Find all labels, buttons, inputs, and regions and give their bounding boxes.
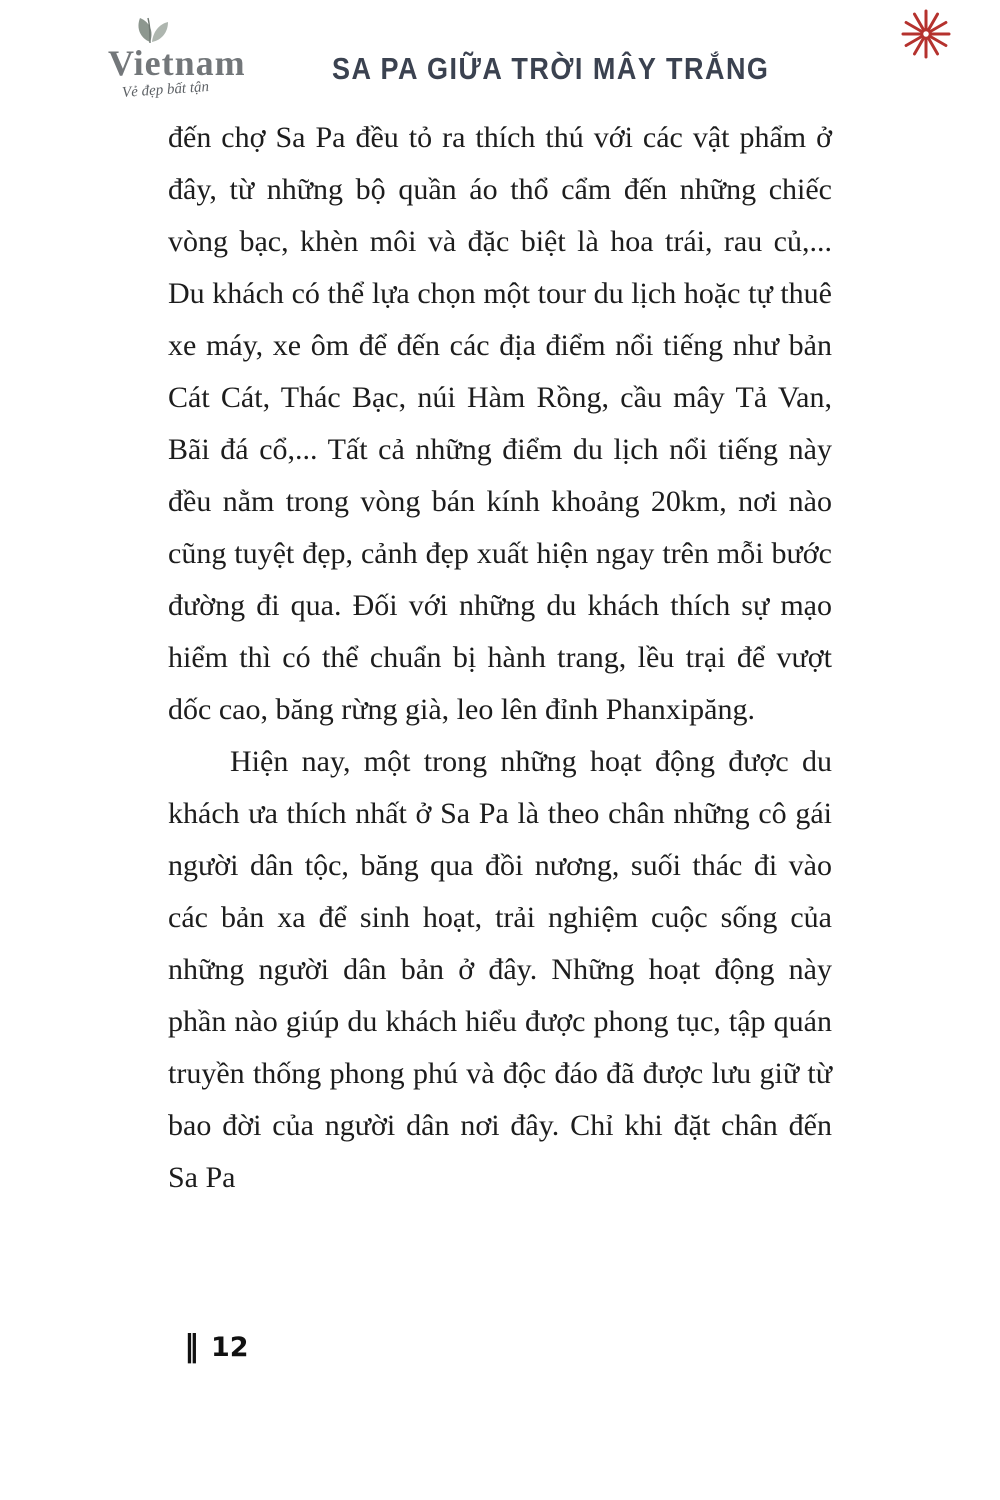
page-body: [168, 112, 832, 1204]
page-number: 12: [211, 1331, 249, 1363]
paragraph: đến chợ Sa Pa đều tỏ ra thích thú với các vật phẩm ở đây, từ những bộ quần áo thổ cẩm đến những chiếc vòng bạc, khèn môi và đặc biệt là hoa trái, rau củ,... Du khách có thể lựa chọn một tour du lịch hoặc tự thuê xe máy, xe ôm để đến các địa điểm nổi tiếng như bản Cát Cát, Thác Bạc, núi Hàm Rồng, cầu mây Tả Van, Bãi đá cổ,... Tất cả những điểm du lịch nổi tiếng này đều nằm trong vòng bán kính khoảng 20km, nơi nào cũng tuyệt đẹp, cảnh đẹp xuất hiện ngay trên mỗi bước đường đi qua. Đối với những du khách thích sự mạo hiểm thì có thể chuẩn bị hành trang, lều trại để vượt dốc cao, băng rừng già, leo lên đỉnh Phanxipăng.: [168, 121, 832, 726]
logo-brand-text: Vietnam: [108, 43, 246, 83]
paragraph: Hiện nay, một trong những hoạt động được du khách ưa thích nhất ở Sa Pa là theo chân những cô gái người dân tộc, băng qua đồi nương, suối thác đi vào các bản xa để sinh hoạt, trải nghiệm cuộc sống của những người dân bản ở đây. Những hoạt động này phần nào giúp du khách hiểu được phong tục, tập quán truyền thống phong phú và độc đáo đã được lưu giữ từ bao đời của người dân nơi đây. Chỉ khi đặt chân đến Sa Pa: [168, 745, 832, 1194]
vietnam-logo: [108, 14, 278, 104]
page-footer: [184, 1329, 249, 1364]
page-number-ornament: ‖: [184, 1329, 199, 1364]
starburst-icon: [900, 8, 952, 60]
logo-tagline: Vẻ đẹp bất tận: [121, 78, 210, 102]
chapter-title: SA PA GIỮA TRỜI MÂY TRẮNG: [332, 52, 770, 86]
